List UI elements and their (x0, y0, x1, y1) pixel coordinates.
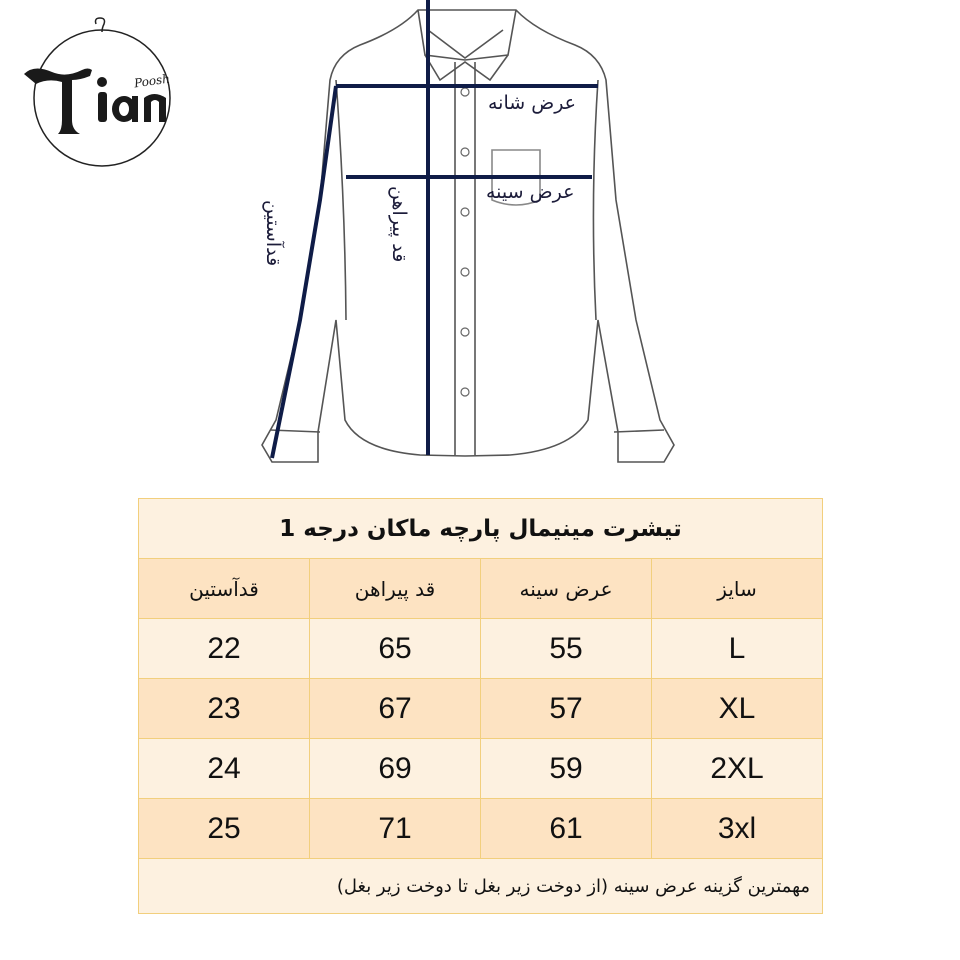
logo-graphic (22, 16, 182, 176)
shirt-length-label: قد پیراهن (388, 186, 410, 263)
table-title: تیشرت مینیمال پارچه ماکان درجه 1 (139, 499, 823, 559)
cell-sleeve-length: 22 (139, 619, 310, 679)
cell-chest-width: 61 (481, 799, 652, 859)
cell-size: 2XL (652, 739, 823, 799)
table-row (139, 679, 823, 739)
cell-shirt-length: 69 (310, 739, 481, 799)
table-row (139, 619, 823, 679)
size-table (138, 498, 823, 914)
brand-logo (22, 16, 182, 176)
table-header-row (139, 559, 823, 619)
cell-chest-width: 57 (481, 679, 652, 739)
shoulder-width-label: عرض شانه (488, 92, 577, 114)
chest-width-label: عرض سینه (486, 181, 575, 203)
cell-size: L (652, 619, 823, 679)
cell-shirt-length: 67 (310, 679, 481, 739)
cell-sleeve-length: 24 (139, 739, 310, 799)
cell-chest-width: 59 (481, 739, 652, 799)
cell-sleeve-length: 23 (139, 679, 310, 739)
table-note: مهمترین گزینه عرض سینه (از دوخت زیر بغل تا دوخت زیر بغل) (139, 859, 823, 914)
shirt-illustration (240, 0, 700, 475)
cell-shirt-length: 65 (310, 619, 481, 679)
shirt-diagram (240, 0, 700, 475)
cell-shirt-length: 71 (310, 799, 481, 859)
cell-sleeve-length: 25 (139, 799, 310, 859)
header-chest-width: عرض سینه (481, 559, 652, 619)
header-size: سایز (652, 559, 823, 619)
cell-size: 3xl (652, 799, 823, 859)
header-sleeve-length: قدآستین (139, 559, 310, 619)
cell-chest-width: 55 (481, 619, 652, 679)
table-row (139, 739, 823, 799)
header-shirt-length: قد پیراهن (310, 559, 481, 619)
cell-size: XL (652, 679, 823, 739)
table-row (139, 799, 823, 859)
sleeve-length-line (272, 86, 336, 458)
logo-sub-text: Poosh (133, 71, 171, 91)
sleeve-length-label: قدآستین (262, 200, 284, 267)
